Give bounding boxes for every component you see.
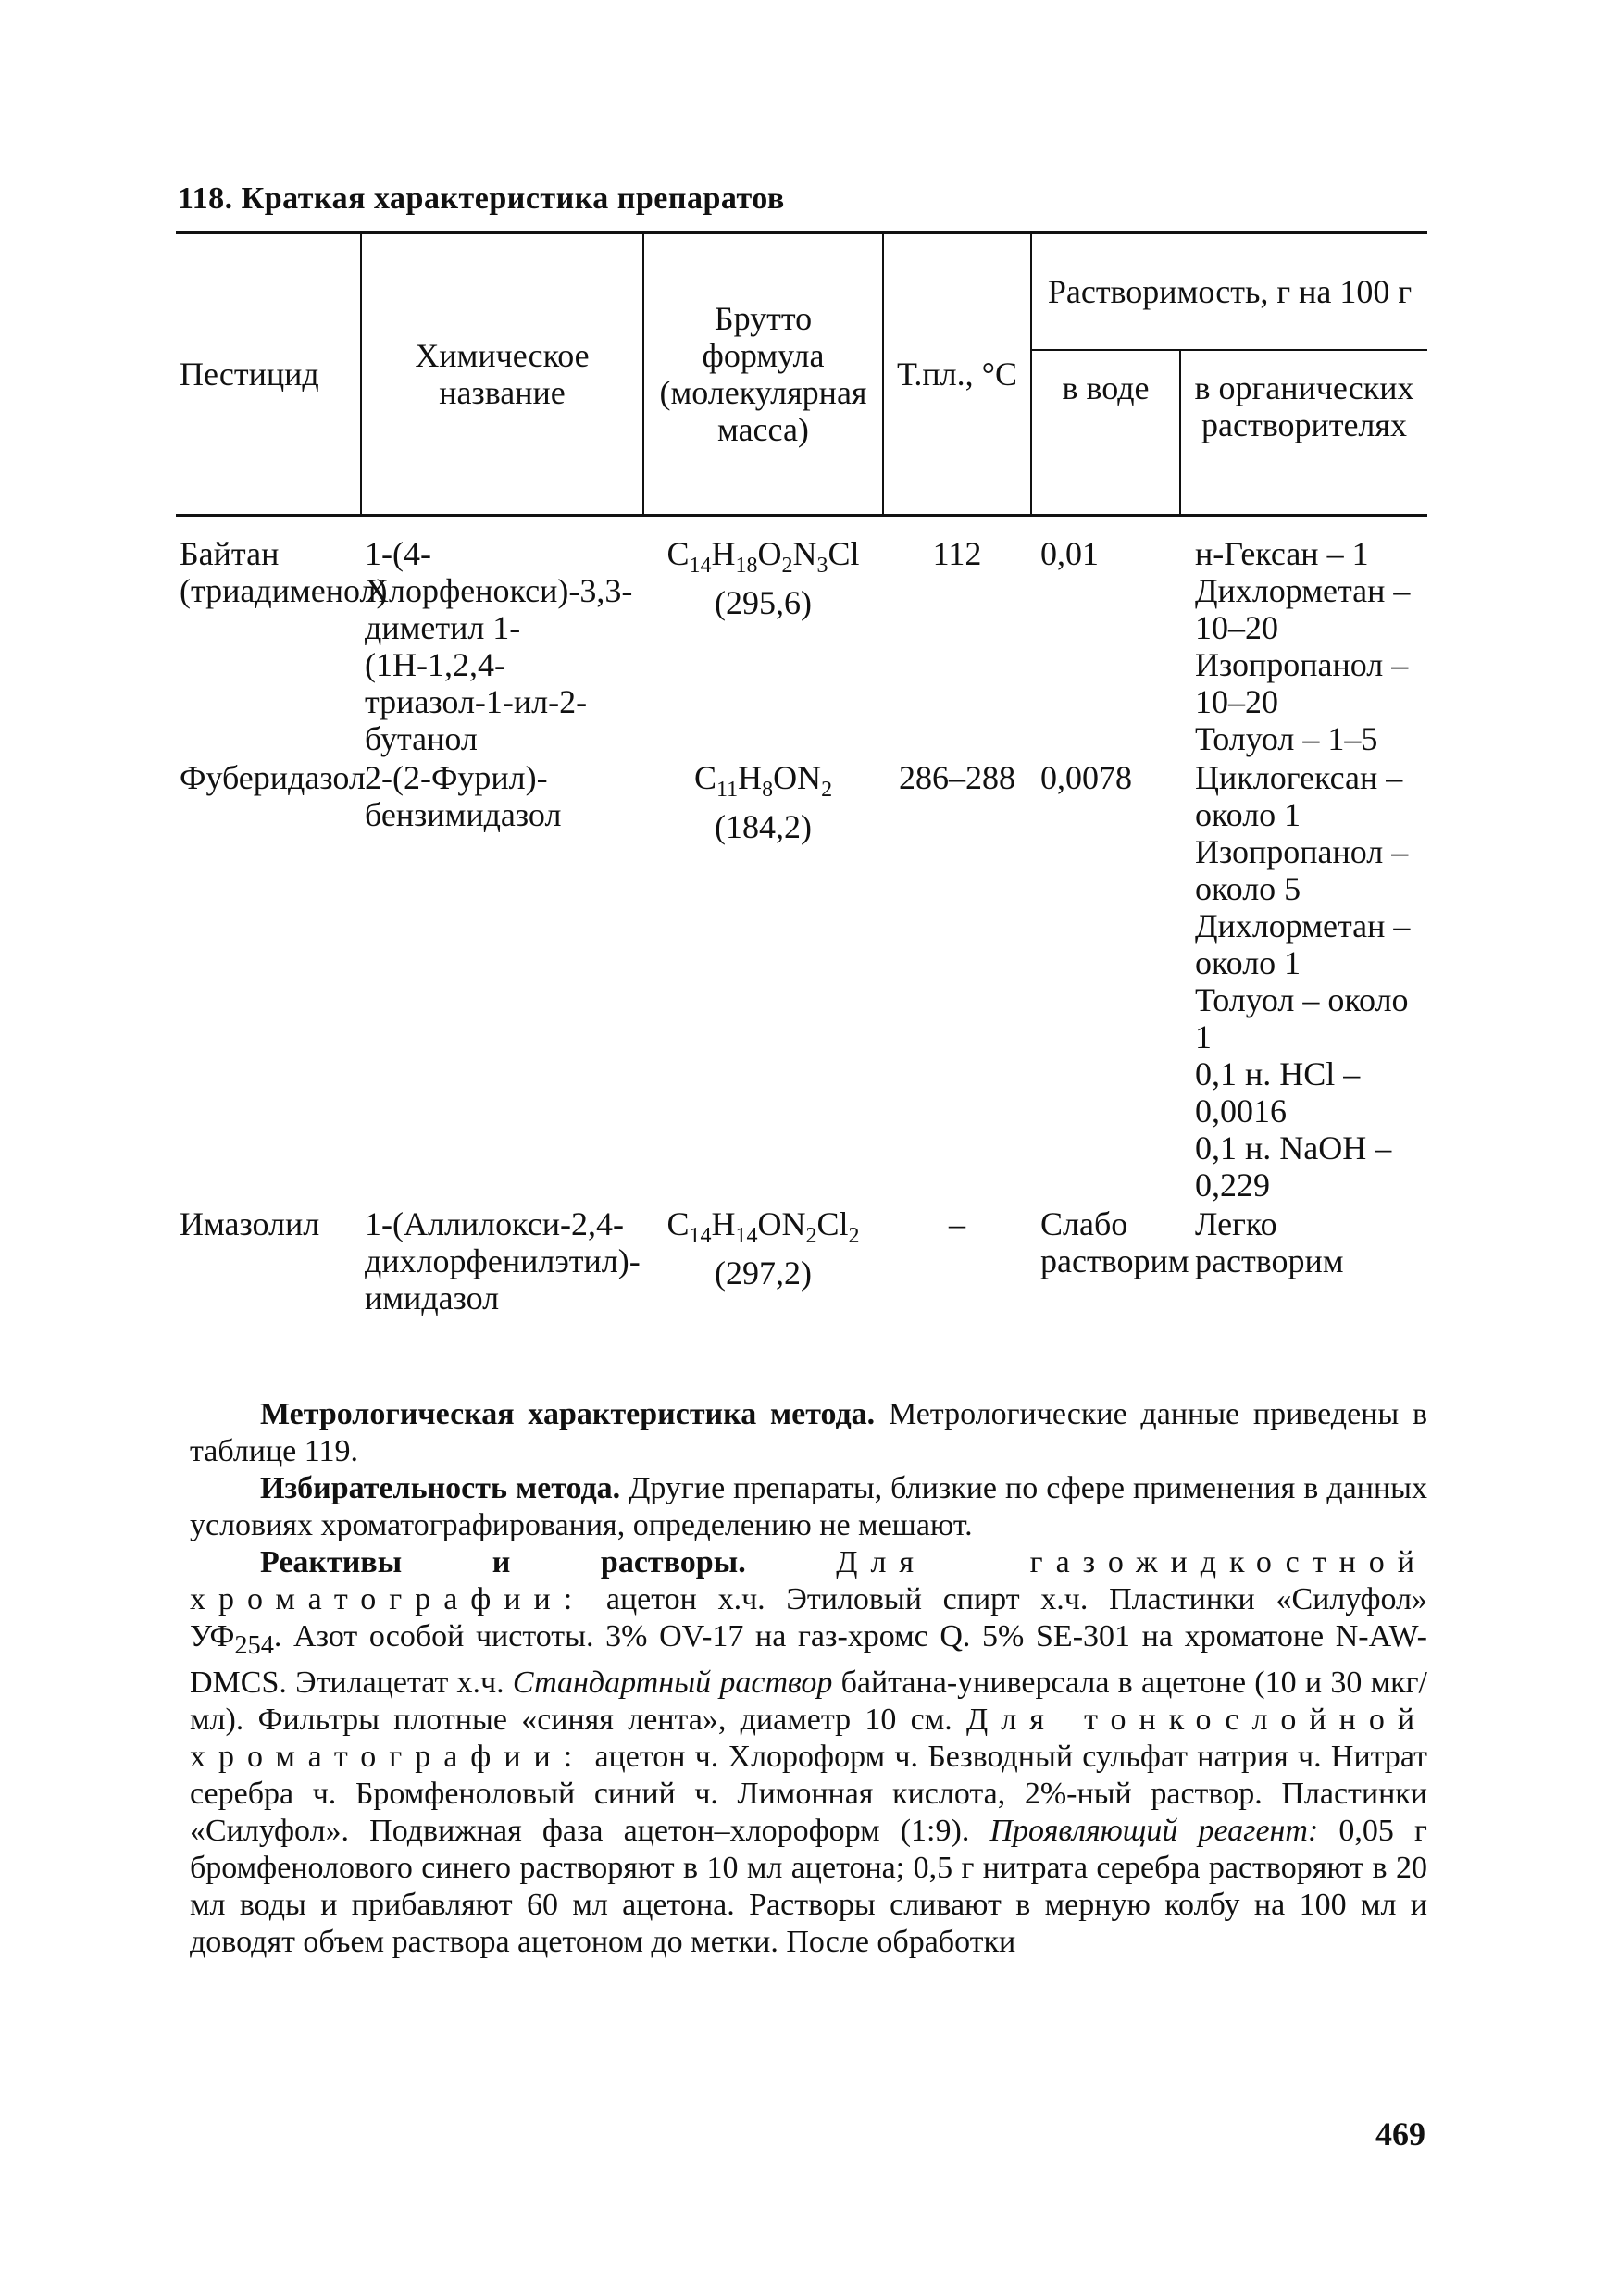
formula-cell xyxy=(643,516,883,760)
formula: $C_{14}H_{14}ON_2Cl_2$ xyxy=(666,1205,860,1249)
water-solubility: 0,01 xyxy=(1040,535,1099,572)
solvent-line: н-Гексан – 1 xyxy=(1195,535,1369,572)
water-solubility: Слабо растворим xyxy=(1040,1205,1189,1279)
pesticide-name: Фуберидазол xyxy=(180,759,366,796)
paragraph-selectivity: Избирательность метода. Другие препараты, близкие по сфере применения в данных условиях хроматографирования, определению не мешают. xyxy=(190,1471,1427,1542)
header-pesticide: Пестицид xyxy=(176,233,361,516)
standard-label: Стандартный раствор xyxy=(512,1665,833,1700)
molecular-mass: (297,2) xyxy=(715,1254,812,1292)
header-in-organic: в органических растворителях xyxy=(1180,350,1427,516)
table-title: 118. Краткая характеристика препаратов xyxy=(178,181,785,216)
paragraph-reagents: Реактивы и растворы. Для газожидкостной хроматографии: ацетон х.ч. Этиловый спирт х.ч. Пластинки «Силуфол» $УФ_{254}$. Азот особой чистоты. 3% OV-17 на газ-хромс Q. 5% SE-301 на хроматоне N-AW-DMCS. Этилацетат х.ч. Стандартный раствор байтана-универсала в ацетоне (10 и 30 мкг/мл). Фильтры плотные «синяя лента», диаметр 10 см. Для тонкослойной хроматографии: ацетон ч. Хлороформ ч. Безводный сульфат натрия ч. Нитрат серебра ч. Бромфеноловый синий ч. Лимонная кислота, 2%-ный раствор. Пластинки «Силуфол». Подвижная фаза ацетон–хлороформ (1:9). Проявляющий реагент: 0,05 г бромфенолового синего растворяют в 10 мл ацетона; 0,5 г нитрата серебра растворяют в 20 мл воды и прибавляют 60 мл ацетона. Растворы сливают в мерную колбу на 100 мл и доводят объем раствора ацетоном до метки. После обработки xyxy=(190,1545,1428,1959)
paragraph-heading: Метрологическая характеристика метода. xyxy=(260,1397,876,1431)
melting-point: 286–288 xyxy=(899,759,1015,796)
header-in-water: в воде xyxy=(1031,350,1180,516)
pesticide-name: Имазолил xyxy=(180,1205,320,1242)
table-header-row xyxy=(176,233,1427,351)
developer-label: Проявляющий реагент: xyxy=(989,1813,1319,1848)
pesticide-name: Байтан (триадименол) xyxy=(180,535,388,609)
solvent-line: Толуол – 1–5 xyxy=(1195,720,1378,757)
table-row xyxy=(176,516,1427,760)
solvent-line: Циклогексан – около 1 xyxy=(1195,759,1403,833)
melting-point: 112 xyxy=(932,535,982,572)
molecular-mass: (184,2) xyxy=(715,808,812,846)
header-melting-point: Т.пл., °С xyxy=(883,233,1031,516)
page-number: 469 xyxy=(1375,2115,1425,2152)
preparations-table xyxy=(176,231,1427,1318)
organic-solubility xyxy=(1180,759,1427,1205)
paragraph-metrology: Метрологическая характеристика метода. Метрологические данные приведены в таблице 119. xyxy=(190,1397,1428,1468)
table-row xyxy=(176,1205,1427,1318)
header-chemical-name: Химическое название xyxy=(361,233,643,516)
solvent-line: Толуол – около 1 xyxy=(1195,981,1409,1055)
header-formula: Брутто формула (молекулярная масса) xyxy=(643,233,883,516)
solvent-line: Легко растворим xyxy=(1195,1205,1344,1279)
solvent-line: 0,1 н. NaOH – 0,229 xyxy=(1195,1129,1392,1204)
solvent-line: Дихлорметан – около 1 xyxy=(1195,907,1411,981)
solvent-line: Изопропанол – 10–20 xyxy=(1195,646,1409,720)
chemical-name: 2-(2-Фурил)-бензимидазол xyxy=(365,759,562,833)
water-solubility: 0,0078 xyxy=(1040,759,1132,796)
paragraph-heading: Избирательность метода. xyxy=(260,1471,621,1505)
paragraph-heading: Реактивы и растворы. xyxy=(260,1545,746,1579)
solvent-line: Изопропанол – около 5 xyxy=(1195,833,1409,907)
melting-point: – xyxy=(949,1205,965,1242)
tlc-label: Для тонкослойной хроматографии: xyxy=(190,1702,1428,1774)
formula-cell xyxy=(643,759,883,1205)
molecular-mass: (295,6) xyxy=(715,584,812,622)
table-row xyxy=(176,759,1427,1205)
chemical-name: 1-(Аллилокси-2,4-дихлорфенилэтил)-имидазол xyxy=(365,1205,641,1316)
glc-label: Для газожидкостной хроматографии: xyxy=(190,1545,1428,1616)
organic-solubility xyxy=(1180,1205,1427,1318)
header-solubility: Растворимость, г на 100 г xyxy=(1031,233,1427,351)
solvent-line: 0,1 н. HCl – 0,0016 xyxy=(1195,1055,1361,1129)
solvent-line: Дихлорметан – 10–20 xyxy=(1195,572,1411,646)
formula: $C_{11}H_8ON_2$ xyxy=(693,759,833,803)
chemical-name: 1-(4-Хлорфенокси)-3,3-диметил 1-(1Н-1,2,4-триазол-1-ил-2-бутанол xyxy=(365,535,633,757)
organic-solubility xyxy=(1180,516,1427,760)
formula: $C_{14}H_{18}O_2N_3Cl$ xyxy=(666,535,860,579)
body-text xyxy=(190,1396,1427,1961)
formula-cell xyxy=(643,1205,883,1318)
